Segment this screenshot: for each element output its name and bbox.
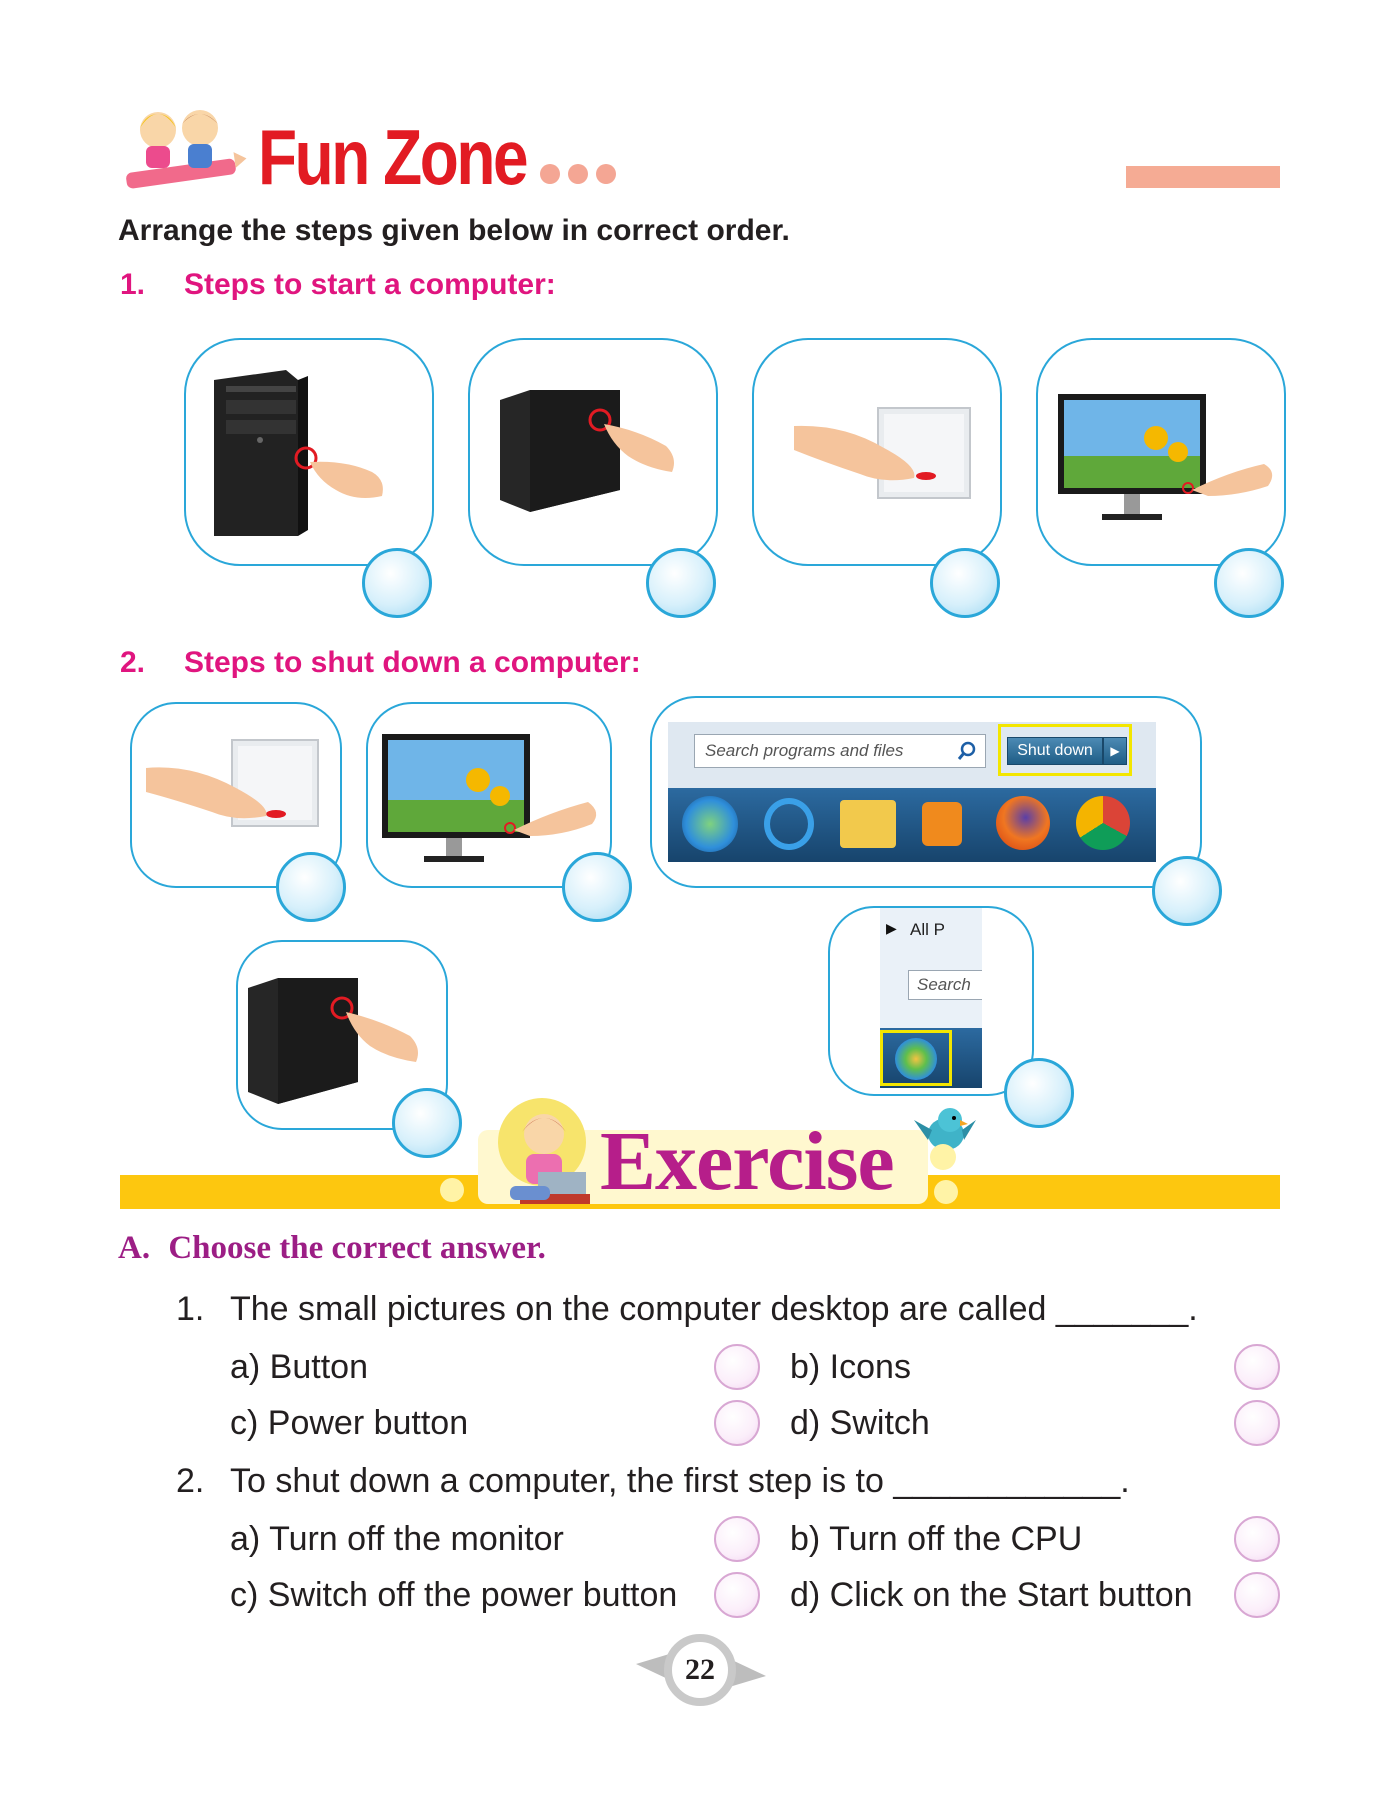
girl-with-laptop-illustration <box>490 1098 600 1210</box>
question-2-number: 2. <box>176 1462 205 1500</box>
start-menu-screenshot <box>668 722 1156 862</box>
internet-explorer-icon[interactable] <box>764 798 814 850</box>
decor-egg <box>930 1144 956 1170</box>
exercise-section-label: A. <box>118 1230 151 1266</box>
answer-circle[interactable] <box>1214 548 1284 618</box>
q2-option-b-radio[interactable] <box>1234 1516 1280 1562</box>
folder-icon[interactable] <box>840 800 896 848</box>
all-programs-label[interactable]: All P <box>910 920 945 939</box>
q1-option-c-radio[interactable] <box>714 1400 760 1446</box>
section1-heading: Steps to start a computer: <box>184 268 556 301</box>
answer-circle[interactable] <box>1152 856 1222 926</box>
start-orb-icon[interactable] <box>682 796 738 852</box>
exercise-section-title: Choose the correct answer. <box>168 1230 546 1266</box>
q2-option-a: a) Turn off the monitor <box>230 1520 564 1558</box>
start-highlight <box>880 1030 952 1086</box>
search-small-placeholder: Search <box>917 975 971 994</box>
q1-option-a-radio[interactable] <box>714 1344 760 1390</box>
exercise-title: Exercise <box>600 1115 894 1208</box>
fun-zone-title: Fun Zone <box>258 113 527 201</box>
answer-circle[interactable] <box>362 548 432 618</box>
answer-circle[interactable] <box>1004 1058 1074 1128</box>
q2-option-c-radio[interactable] <box>714 1572 760 1618</box>
page-number: 22 <box>664 1634 736 1706</box>
answer-circle[interactable] <box>562 852 632 922</box>
decor-dot <box>540 164 560 184</box>
decor-dot <box>596 164 616 184</box>
step-image-ups-power <box>468 338 718 566</box>
decor-sun-dot <box>440 1178 464 1202</box>
start-orb-icon[interactable] <box>895 1038 937 1080</box>
q1-option-d-radio[interactable] <box>1234 1400 1280 1446</box>
taskbar <box>668 788 1156 862</box>
kids-on-pencil-illustration <box>118 100 248 200</box>
answer-circle[interactable] <box>392 1088 462 1158</box>
q2-option-b: b) Turn off the CPU <box>790 1520 1083 1558</box>
taskbar-small <box>880 1028 982 1088</box>
q2-option-d-radio[interactable] <box>1234 1572 1280 1618</box>
answer-circle[interactable] <box>646 548 716 618</box>
section2-number: 2. <box>120 646 146 679</box>
step-image-wall-switch <box>752 338 1002 566</box>
decor-sun-dot <box>934 1180 958 1204</box>
start-button-screenshot <box>880 908 982 1088</box>
q1-option-a: a) Button <box>230 1348 368 1386</box>
q1-option-b: b) Icons <box>790 1348 911 1386</box>
q1-option-b-radio[interactable] <box>1234 1344 1280 1390</box>
search-icon <box>957 741 977 761</box>
section2-heading: Steps to shut down a computer: <box>184 646 641 679</box>
search-box[interactable] <box>694 734 986 768</box>
search-placeholder: Search programs and files <box>705 741 904 760</box>
header-accent-bar <box>1126 166 1280 188</box>
question-2-text: To shut down a computer, the first step is to ____________. <box>230 1462 1130 1500</box>
step-image-cpu-power <box>184 338 434 566</box>
firefox-icon[interactable] <box>996 796 1050 850</box>
shutdown-arrow-icon[interactable]: ▶ <box>1103 737 1127 765</box>
answer-circle[interactable] <box>276 852 346 922</box>
q2-option-d: d) Click on the Start button <box>790 1576 1193 1614</box>
media-player-icon[interactable] <box>922 802 962 846</box>
step-image-start-button <box>828 906 1034 1096</box>
decor-dot <box>568 164 588 184</box>
question-1-number: 1. <box>176 1290 205 1328</box>
step-image-monitor-power <box>1036 338 1286 566</box>
step-image-start-menu-shutdown <box>650 696 1202 888</box>
q2-option-a-radio[interactable] <box>714 1516 760 1562</box>
shutdown-highlight <box>998 724 1132 776</box>
instruction-text: Arrange the steps given below in correct order. <box>118 214 790 247</box>
arrow-icon: ▶ <box>886 920 897 936</box>
shutdown-button[interactable]: Shut down <box>1007 737 1103 765</box>
q1-option-c: c) Power button <box>230 1404 469 1442</box>
q1-option-d: d) Switch <box>790 1404 930 1442</box>
search-box-small[interactable] <box>908 970 982 1000</box>
chrome-icon[interactable] <box>1076 796 1130 850</box>
q2-option-c: c) Switch off the power button <box>230 1576 678 1614</box>
section1-number: 1. <box>120 268 146 301</box>
exercise-section-heading <box>118 1230 546 1267</box>
question-1-text: The small pictures on the computer desktop are called _______. <box>230 1290 1198 1328</box>
answer-circle[interactable] <box>930 548 1000 618</box>
